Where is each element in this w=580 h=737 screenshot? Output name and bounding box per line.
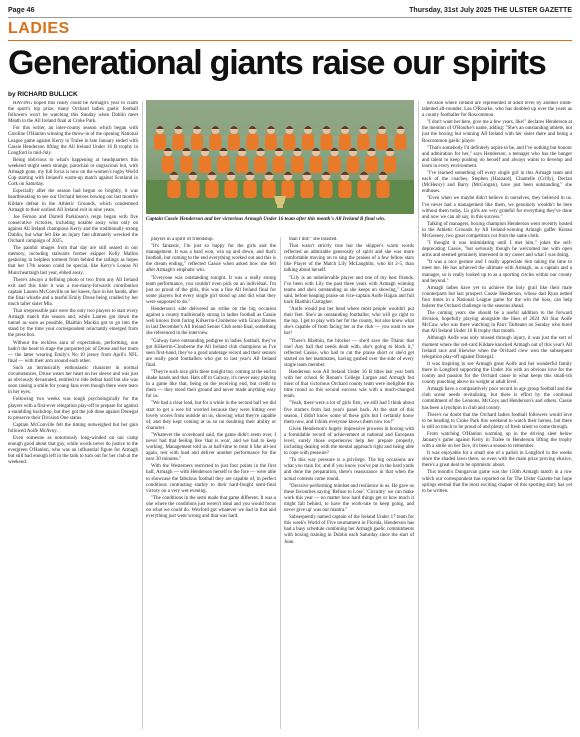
article-paragraph: Although Aoife was only missed through injury, it was just the sort of moment where the red-card Kildare knocked Armagh out of this year's All Ireland race and likewise when the Orchard crew won the subsequent relegation play-off against Donegal. <box>422 336 572 360</box>
article-column-1 <box>8 101 138 729</box>
article-paragraph: Armagh ladies have yet to achieve the holy grail like their male counterparts but last prospect Cassie Henderson, whose dad Ryan netted four times in a National League game for the win the boss, can help bolster the Orchard challenge in the seasons ahead. <box>422 285 572 309</box>
column-divider <box>142 101 143 729</box>
article-paragraph: That wasn't strictly true but the skipper's warm words reflected an admirable generosity of spirit and she was more comfortable moving on to sing the praises of a few fellow stars like Player of the Match Lily McLaughlin, who hit 2-5, than talking about herself. <box>284 244 414 274</box>
article-paragraph: Without the reckless aura of expectation, performing, one hadn't the heart to stage the purported pic of Druse and her mum — the latter wearing Emily's No 10 jersey from April's NFL final — with their arm around each other. <box>8 340 138 364</box>
article-paragraph: For this writer, an inter-county season which began with Caroline O'Hanlon winning the throw-in of the opening National League game against Kerry in Tralee in late January ended with Cassie Henderson lifting the All Ireland Under 16 B trophy in Longford in mid-July. <box>8 126 138 156</box>
headline: Generational giants raise our spirits <box>8 44 546 82</box>
article-paragraph: "Whatever the scoreboard said, the game didn't seem over, I never had that feeling like 'that is won', and we had to keep working. Management told us at half-time to treat it like all-out again, rest with lead and deliver another performance for the next 30 minutes." <box>146 432 276 463</box>
article-paragraph: "There's Blaithin, the blocker — she'd save the Titanic that one! Any ball that needs dealt with, she's going to block it," reflected Cassie, who had to cut the praise short or she'd get started on her teammates, having gushed over the side of every single team member. <box>284 338 414 368</box>
issue-date: Thursday, 31st July 2025 THE ULSTER GAZETTE <box>409 6 572 14</box>
article-paragraph: "That's somebody I'd definitely aspire to be, and I've nothing but honour and admiration for her," says Henderson, a teenager who has the hunger and talent to keep pushing on herself and always wants to develop and learn in every environment. <box>422 145 572 169</box>
article-paragraph: "Lily is an unbelievable player and one of my best friends. I've been with Lily the past three years with Armagh winning teams and she's outstanding as she keeps on showing," Cassie said, before heaping praise on vice-captain Aoife Hagan and full back Blaithin Carragher. <box>284 275 414 305</box>
section-label: LADIES <box>8 20 70 37</box>
byline: by RICHARD BULLICK <box>8 91 78 98</box>
article-paragraph: Henderson won All Ireland Under 16 B titles last year both with her school St Ronan's College Lurgan and Armagh but most of that victorious Orchard county team were ineligible this time round so this second success was with a much-changed team. <box>284 369 414 400</box>
article-paragraph: "Decisive performing mindset and resilience in us. He gave us these favourites saying 'Refuse to Lose'. 'Circuitry' we can make work this year — no matter how hard things get or how much it might fall behind, to have the work-rate to keep going, and never give up' was our mantra." <box>284 483 414 514</box>
article-paragraph: "I thought it was intimidating until I met him," jokes the self-deprecating Cassie, "but seriously though he welcomed me with open arms and seemed genuinely interested in my career and what I was doing. <box>422 241 572 259</box>
article-paragraph: Even someone as notoriously long-winded on our camp enough good about that guy, while words never do justice to the evergreen O'Hanlon, who was an influential figure for Armagh but still had enough left in the tank to turn out for her club at the weekend. <box>8 435 138 466</box>
article-paragraph: There's always a defining photo or two from any All Ireland exit and this time it was a too-many-forwards contribution captain Lauren McConville on her knees, face in her hands, after the final whistle and a tearful Emily Druse being cradled by her much taller sister Mia. <box>8 277 138 307</box>
article-paragraph: That irrepressible pair were the only two players to start every Armagh match this season and, while Lauren got down the tunnel as soon as possible, Blaithin Mackin got to go into the stand by the time your correspondent reluctantly emerged from the press box. <box>8 309 138 339</box>
article-paragraph: "It was a nice gesture and I really appreciate him taking the time to meet me. He has achieved the ultimate with Armagh, as a captain and a manager, so is really looked up to as a sporting circles within our county and beyond." <box>422 260 572 284</box>
article-paragraph: With the Westerners restricted to just four points in the first half, Armagh — with Henderson herself to the fore — were able to showcase the fabulous football they are capable of, in perfect conditions contrasting starkly to their hard-fought semi-final victory on a very wet evening. <box>146 464 276 494</box>
article-paragraph: Subsequently named captain of the Ireland Under 17 team for this week's World of Five tournament in Florida, Henderson has had a busy schedule combining her Armagh gaelic commitments with boxing training in Dublin each Saturday since the start of June. <box>284 515 414 545</box>
article-paragraph: Especially after the season had begun so brightly, it was heartbreaking to see our Orchard heroes bowing out last month's Kildare defeat in the Athletic Grounds, which condemned Armagh to their earliest All Ireland exit in nine years. <box>8 189 138 213</box>
article-paragraph: Henderson's side delivered an strike on the big occasion against a county traditionally strong in ladies football as Cassie well knows from facing Kilkerrin-Clonberne with Grace Barnes in last December's All Ireland Senior Club semi-final, something she referenced in the interview. <box>146 307 276 337</box>
article-paragraph: Given Henderson's hugely impressive prowess in boxing with a formidable record of achievement at national and European level, surely those experiences help her prepare properly, including dealing with the mental approach right and being able to cope with pressure? <box>284 426 414 457</box>
column-divider <box>280 237 281 729</box>
article-paragraph: than I did!" she insisted. <box>289 237 338 242</box>
article-paragraph: It was inspiring to see Armagh great Aoife and her wonderful family there in Longford supporting the Under 16s with an obvious love for the county and passion for the Orchard cause in what keeps this small-ish county punching above its weight at adult level. <box>422 361 572 386</box>
article-paragraph: "To this way pressure is a privilege. The big occasions are what you train for, and if you know you've put in the hard yards and done the preparation, there's reassurance in that when the actual contests come round. <box>284 458 414 482</box>
article-paragraph: "We had a clear lead, but for a while in the second half we did start to get a wee bit worried because they were hitting over lovely scores from outside on us, showing what they're capable of, and they kept coming at us so no doubting their ability or character. <box>146 401 276 431</box>
article-paragraph: Joe Fernon and Darrell Parkinson's reign began with five consecutive victories, including notable away wins only on against All Ireland champions Kerry and the traditionally strong Dublin, but what felt like an injury fate ultimately wrecked the Orchard campaign of 2025. <box>8 214 138 245</box>
top-rule <box>8 17 572 18</box>
article-paragraph: Armagh have a comparatively poor record in age group football and the club scene needs revitalising, but there is effort by the continual commitment of the Lennons, McCoys and Henderson's and others. Cassie has been a lynchpin in club and county. <box>422 387 572 411</box>
page-masthead <box>8 4 572 16</box>
article-paragraph: "I don't want her here, give me a few years, like!" declares Henderson at the mention of O'Rourke's name, adding: "She's an outstanding athlete, not just the boxing but winning All Ireland with her sister there and being a Roscommon gaelic player. <box>422 120 572 144</box>
article-paragraph: "Yeah, there were a lot of girls first, we still had I think about five starters from last year's panel back. At the start of this season, I didn't know some of these girls but I certainly know them now, and I think everyone knows them now too!" <box>284 401 414 425</box>
article-paragraph: Following two weeks was tough psychologically for the players with a first-ever relegation play-off to prepare for against a stumbling backdrop, but they got the job done against Donegal to preserve their Division One status. <box>8 397 138 421</box>
article-paragraph: From watching O'Hanlon warming up in the driving sleet below January's game against Kerry in Tralee to Henderson lifting the trophy with a smile on her face, it's been a season to remember. <box>422 431 572 450</box>
article-paragraph: Such an intrinsically enthusiastic character in normal circumstances, Druse wears her heart on her sleeve and was just as obviously devastated, entitled to ride defeat hard but she was soon raising a smile for young fans even though there were tears in her eyes. <box>8 365 138 396</box>
article-paragraph: It was enjoyable for a small one of a parish in Longford in the weeks since the shaded lawn there, so even with the main prize proving elusive, there's a great deal to be optimistic about. <box>422 451 572 469</box>
team-photo-illustration <box>146 100 414 214</box>
article-paragraph: This month's Dungarvan game was the 150th Armagh match in a row which our correspondent has reported on for The Ulster Gazette but hope springs eternal that the most exciting chapter of this sporting story has yet to be written. <box>422 470 572 494</box>
article-paragraph: division where Ireland are represented at adult level by another ninth-talented all-rounder, Lea O'Rourke, who has doubled up over the years as a county footballer for Roscommon. <box>422 101 572 119</box>
article-paragraph: The coming years she should be a useful addition to the forward division, hopefully playing alongside the likes of 2024 All Star Aoife McCaw, who was there watching in Pairc Tailteann on Sunday who hired that All Ireland Under 16 B trophy that month. <box>422 311 572 335</box>
article-paragraph: There's no doubt that the Orchard ladies football followers would love to be heading to Croke Park this weekend to watch their heroes, but there is still so much to be proud of and plenty of fresh talent to come through. <box>422 412 572 430</box>
article-column-3 <box>284 237 414 729</box>
article-paragraph: "They're such nice girls there tonight too, coming at the end to shake hands and that. Hats off to Galway, it's never easy playing in a game like that, being on the receiving end, but credit to them — they stood their ground and never made anything easy for us. <box>146 369 276 400</box>
article-paragraph: "The conditions in the semi made that game different. It was a one where the conditions just weren't ideal and you would focus on what we could do. Wexford got whatever we had in that and everything just went wrong and that was hard. <box>146 495 276 520</box>
article-paragraph: "It's fantastic, I'm just so happy for the girls and the management. It was a hard won, win up and down, and that's football, but coming to the end everything worked out and this is the dream ending," reflected Cassie when asked how she felt after Armagh's emphatic win. <box>146 244 276 274</box>
page-number: Page 46 <box>8 6 35 14</box>
article-paragraph: players in a spirit of friendship. <box>151 237 214 242</box>
article-column-4 <box>422 101 572 729</box>
article-paragraph: HAVING hoped this really could be Armagh's year to claim the sport's top prize, many Orchard ladies gaelic football followers won't be watching this Sunday when Dublin meet Meath in the All Ireland final at Croke Park. <box>8 101 138 125</box>
team-photo <box>146 100 414 214</box>
article-paragraph: Captain McConville felt the timing outweighed but her gain followed Aoife McAvoy. <box>8 422 138 434</box>
article-column-2 <box>146 237 276 729</box>
article-paragraph: Being oblivious to what's happening at headquarters this weekend might seem strange, parochial or ungracious but, with Armagh gone, my full focus is now on the women's rugby World Cup starting with Ireland's warm-up match against Scotland in Cork on Saturday. <box>8 157 138 188</box>
article-paragraph: "Everyone was outstanding tonight. It was a really strong team performance, you couldn't even pick on an individual. I'm just so proud of the girls, this was a fine All Ireland final for some players but every single girl stood up and did what they were supposed to do." <box>146 275 276 305</box>
article-paragraph: "I've learned something off every single girl in this Armagh team and each of the coaches, Stephen (Hazzard), Chantelle (Crilly), Declan (McHenry) and Barry (McGrogan), have just been outstanding," she enthuses. <box>422 171 572 195</box>
article-paragraph: Talking of managers, boxing champion Henderson went recently hosted in the Athletic Grounds by All Ireland-winning Armagh gaffer Kieran McGeeney, two great competitors cut from the same cloth. <box>422 221 572 239</box>
photo-caption: Captain Cassie Henderson and her victorious Armagh Under 16 team after this month's All Ireland B final win. <box>146 216 386 222</box>
article-paragraph: The painful images from that day are still seared in our memory, including stalwarts former skipper Kelly Mallon gesturing in helpless torment from behind the railings as hopes that her 17th season could be special, like Kerry's Louise Ni Muircheartaigh last year, ebbed away. <box>8 246 138 276</box>
article-paragraph: "Galway have outstanding pedigree in ladies football, they've got Kilkerrin-Clonberne the All Ireland club champions as I've seen first-hand, they've a good underage record and their seniors are really good footballers who got to last year's All Ireland final. <box>146 338 276 368</box>
column-divider <box>418 101 419 729</box>
article-paragraph: "Aoife would put her head where most people wouldn't put their feet. She's an outstanding footballer, who will go right to the top. I get to play with her for the county, but also know what she's capable of from facing her at the club — you want to see her! <box>284 307 414 337</box>
article-paragraph: "Even when we maybe didn't believe in ourselves, they believed in us. I've never had a management like them, we genuinely wouldn't be here without them today. Us girls are very grateful for everything they've done and now we can all say, in this success." <box>422 196 572 220</box>
